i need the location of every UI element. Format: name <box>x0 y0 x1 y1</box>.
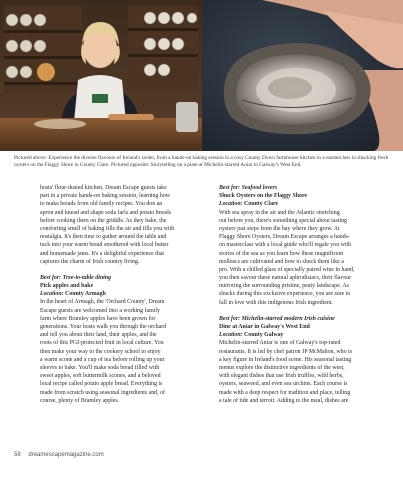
body-line: and tell you about their land, their apples, and the <box>40 332 157 339</box>
body-line: generations. Your hosts walk you through the orchard <box>40 324 167 330</box>
best-for-label: Best for: <box>219 315 241 322</box>
body-line: on masterclass with a local guide who'll regale you with <box>219 242 352 249</box>
body-line: a warm scone and a cup of tea before rolling up your <box>40 356 165 363</box>
body-line: mirroring the surrounding pristine, peaty landscape. As <box>219 283 349 290</box>
body-line: out before you, there's something special about tasting <box>219 217 348 224</box>
body-line: before cooking them on the griddle. As they bake, the <box>40 217 167 224</box>
body-line: a key figure in Ireland's food scene. His seasonal tasting <box>219 356 352 363</box>
page-footer <box>14 452 104 458</box>
body-line: nostalgia. It's then time to gather around the table and <box>40 234 167 241</box>
activity-title: Shuck Oysters on the Flaggy Shore <box>219 193 308 200</box>
body-line: sweet apples, soft buttermilk scones, and a beloved <box>40 373 161 380</box>
body-line: local recipe called potato apple bread. Everything is <box>40 381 163 388</box>
location-value: County Armagh <box>65 291 106 298</box>
body-line: then make your way to the cookery school to enjoy <box>40 348 161 355</box>
body-line: course, plenty of Bramley apples. <box>40 397 120 404</box>
body-line: and homemade jams. It's a delightful experience that <box>40 250 165 257</box>
body-line: molluscs are cultivated and how to shuck them like a <box>219 258 344 265</box>
location-value: County Clare <box>244 201 279 208</box>
best-for-value: Seafood lovers <box>241 185 278 191</box>
location-value: County Galway <box>244 332 284 339</box>
body-line: comforting smell of baking fills the air and fills you with <box>40 225 175 232</box>
body-line: made from scratch using seasonal ingredients and, of <box>40 389 165 396</box>
body-line: captures the charm of Irish country living. <box>40 258 140 265</box>
body-line: sleeves to bake. You'll make soda bread filled with <box>40 364 160 371</box>
body-line: you then savour these natural aphrodisiacs, their flavour <box>219 275 352 282</box>
body-line: Michelin-starred Aniar is one of Galway's top-rated <box>219 340 341 347</box>
best-for-line <box>219 184 383 192</box>
right-column <box>219 184 383 405</box>
location-label: Location: <box>219 332 243 339</box>
body-line: stories of the sea as you learn how these magnificent <box>219 250 344 257</box>
location-line <box>40 290 200 298</box>
body-line: With sea spray in the air and the Atlantic stretching <box>219 209 340 216</box>
photo-strip <box>0 0 403 151</box>
photo-caption: Pictured above: Experience the diverse flavours of Ireland's larder, from a hands-on baking session in a cosy County Down farmhouse kitchen to a masterclass in shucking fresh oysters on the Flaggy Shore in County Clare. Pictured opposite: Storytelling on a plate at Michelin-starred Aniar in Galway's West End. <box>14 155 389 168</box>
body-line: oysters, seaweed, and even sea urchins. Each course is <box>219 381 348 388</box>
body-line: apron and knead and shape soda farls and potato breads <box>40 209 172 216</box>
body-line: roots of this PGI-protected fruit in local culture. You <box>40 340 164 347</box>
best-for-value: Michelin-starred modern Irish cuisine <box>241 315 335 322</box>
activity-title: Pick apples and bake <box>40 283 94 290</box>
body-line: part in a private hands-on baking session, learning how <box>40 193 171 200</box>
body-line: tuck into your warm bread smothered with local butter <box>40 242 169 249</box>
body-line: hosts' flour-dusted kitchen, Dream Escape guests take <box>40 185 167 191</box>
body-line: menus explore the distinctive ingredients of the west, <box>219 364 345 371</box>
left-column <box>40 184 200 405</box>
body-line: fall in love with this indigenous Irish ingredient. <box>219 299 333 306</box>
location-label: Location: <box>219 201 243 208</box>
best-for-label: Best for: <box>219 185 241 191</box>
body-line: In the heart of Armagh, the 'Orchard County', Dream <box>40 299 165 306</box>
body-line: pro. With a chilled glass of specially paired wine in hand, <box>219 266 355 273</box>
location-line <box>219 200 383 208</box>
body-line: with elegant dishes that use Irish truffles, wild herbs, <box>219 373 344 380</box>
body-line: made with a deep respect for tradition and place, telling <box>219 389 351 396</box>
body-line: oysters just steps from the bay where they grow. At <box>219 225 340 232</box>
body-line: a tale of tide and terroir. Adding to the meal, dishes are <box>219 397 349 404</box>
best-for-value: Tree-to-table dining <box>62 274 111 281</box>
page-number: 58 <box>14 452 21 458</box>
activity-title: Dine at Aniar in Galway's West End <box>219 324 310 330</box>
body-line: to make breads from old family recipes. You don an <box>40 201 163 208</box>
best-for-line <box>219 315 383 323</box>
body-line: shucks during this exclusive experience, you are sure to <box>219 291 351 298</box>
baking-kitchen-photo <box>0 0 202 151</box>
location-label: Location: <box>40 291 64 298</box>
body-line: Flaggy Shore Oysters, Dream Escape arranges a hands- <box>219 234 350 241</box>
best-for-line <box>40 274 200 282</box>
body-line: restaurants. It is led by chef patron JP McMahon, who is <box>219 348 352 355</box>
body-line: Escape guests are welcomed into a working family <box>40 307 160 314</box>
best-for-label: Best for: <box>40 274 62 281</box>
location-line <box>219 331 383 339</box>
oyster-photo <box>202 0 403 151</box>
body-line: farm where Bramley apples have been grown for <box>40 315 156 322</box>
site-url[interactable]: dreamescapemagazine.com <box>28 452 104 458</box>
